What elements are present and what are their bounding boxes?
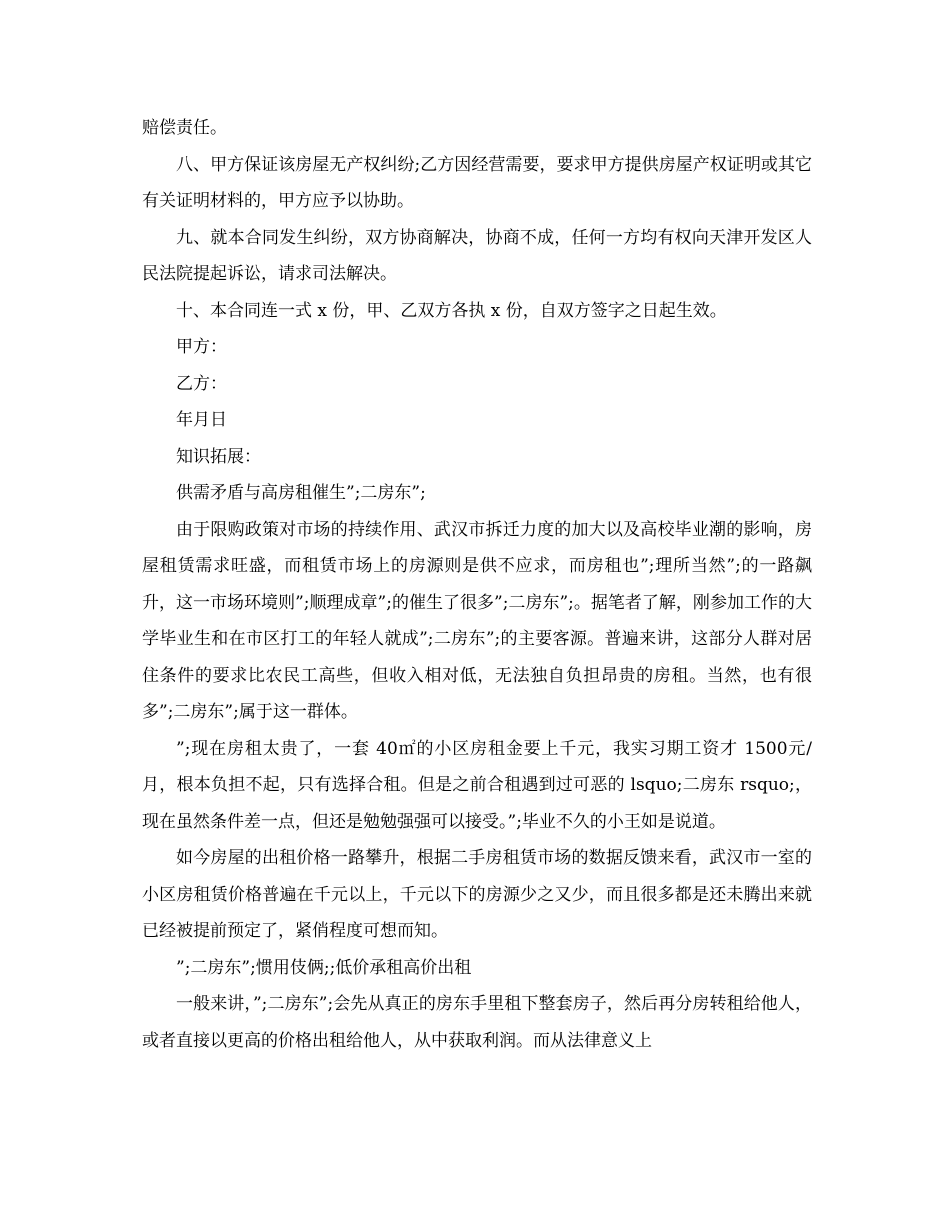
signature-party-b: 乙方： bbox=[176, 373, 227, 394]
paragraph-clause-10: 十、本合同连一式 x 份，甲、乙双方各执 x 份，自双方签字之日起生效。 bbox=[176, 300, 727, 321]
signature-date: 年月日 bbox=[176, 410, 227, 430]
section-heading-knowledge: 知识拓展： bbox=[176, 446, 261, 467]
paragraph-sublet-method: 一般来讲，”;二房东”;会先从真正的房东手里租下整套房子，然后再分房转租给他人，或者直接以更高的价格出租给他人，从中获取利润。而从法律意义上 bbox=[142, 994, 812, 1051]
paragraph-clause-9: 九、就本合同发生纠纷，双方协商解决，协商不成，任何一方均有权向天津开发区人民法院提起诉讼，请求司法解决。 bbox=[142, 227, 812, 284]
subheading-tricks: ”;二房东”;惯用伎俩;;低价承租高价出租 bbox=[176, 957, 472, 978]
paragraph-rent-prices: 如今房屋的出租价格一路攀升，根据二手房租赁市场的数据反馈来看，武汉市一室的小区房租赁价格普遍在千元以上，千元以下的房源少之又少，而且很多都是还未腾出来就已经被提前预定了，紧俏程度可想而知。 bbox=[142, 848, 812, 941]
paragraph-clause-8: 八、甲方保证该房屋无产权纠纷;乙方因经营需要，要求甲方提供房屋产权证明或其它有关证明材料的，甲方应予以协助。 bbox=[142, 154, 812, 211]
paragraph-market-background: 由于限购政策对市场的持续作用、武汉市拆迁力度的加大以及高校毕业潮的影响，房屋租赁需求旺盛，而租赁市场上的房源则是供不应求，而房租也”;理所当然”;的一路飙升，这一市场环境则”;顺理成章”;的催生了很多”;二房东”;。据笔者了解，刚参加工作的大学毕业生和在市区打工的年轻人就成”;二房东”;的主要客源。普遍来讲，这部分人群对居住条件的要求比农民工高些，但收入相对低，无法独自负担昂贵的房租。当然，也有很多”;二房东”;属于这一群体。 bbox=[142, 519, 812, 722]
paragraph-tenant-quote: ”;现在房租太贵了，一套 40㎡的小区房租金要上千元，我实习期工资才 1500元/月，根本负担不起，只有选择合租。但是之前合租遇到过可恶的 lsquo;二房东 rsquo;，现在虽然条件差一点，但还是勉勉强强可以接受。”;毕业不久的小王如是说道。 bbox=[142, 738, 812, 832]
paragraph-compensation-end: 赔偿责任。 bbox=[142, 118, 227, 138]
subheading-supply-demand: 供需矛盾与高房租催生”;二房东”; bbox=[176, 483, 426, 503]
signature-party-a: 甲方： bbox=[176, 337, 227, 357]
document-page bbox=[142, 110, 812, 1059]
